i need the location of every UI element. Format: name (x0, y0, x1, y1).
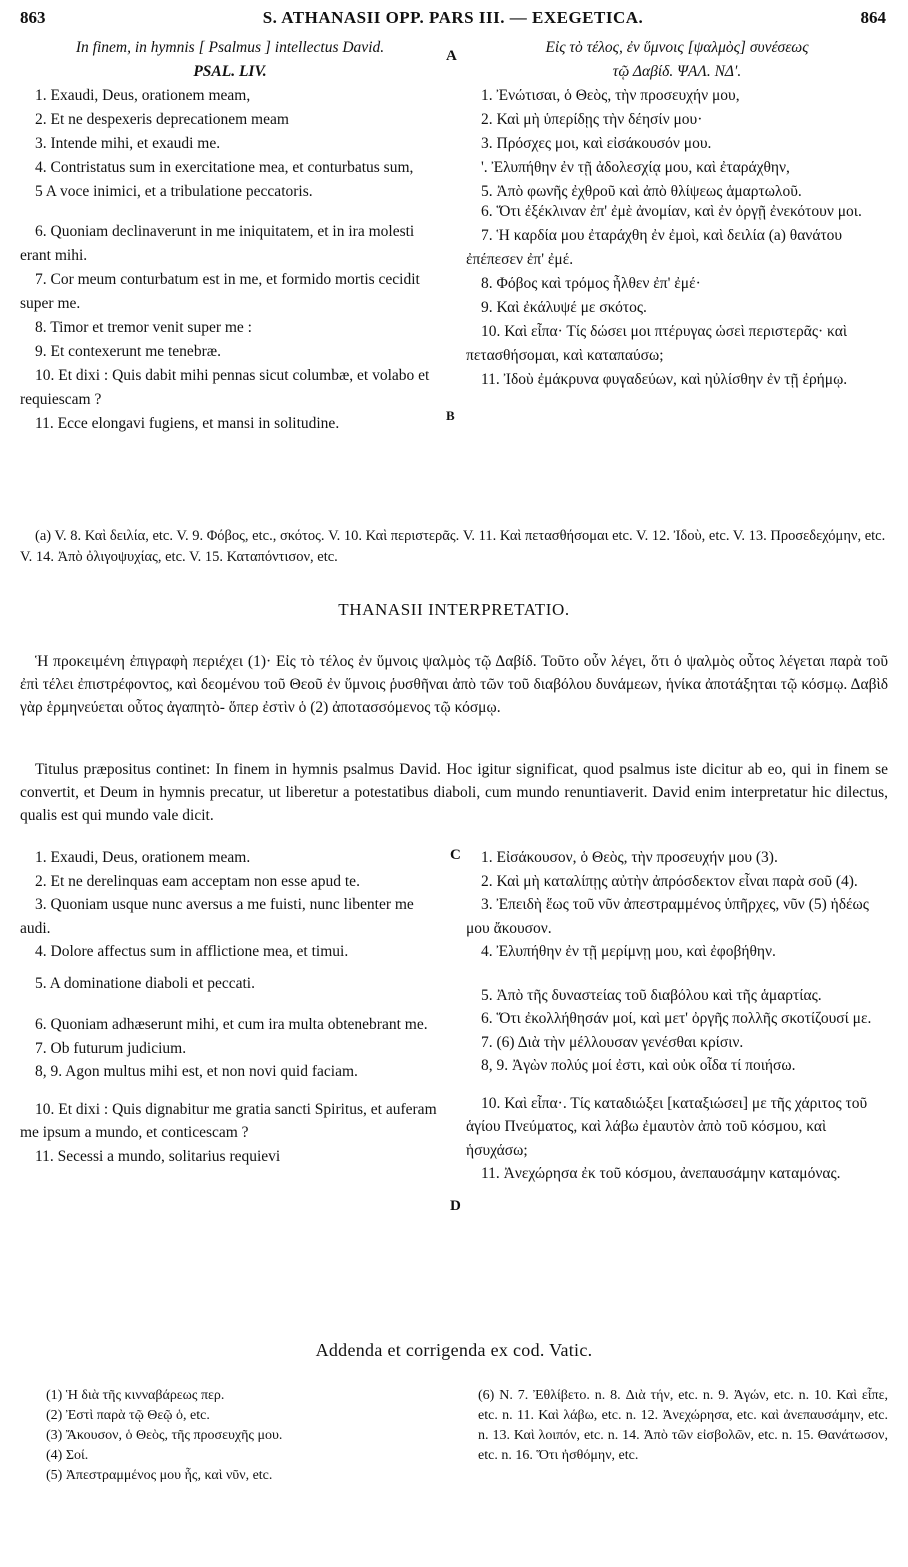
greek-verse: 5. Ἀπὸ φωνῆς ἐχθροῦ καὶ ἀπὸ θλίψεως ἁμαρτωλοῦ. (481, 183, 802, 200)
latin-verse: 9. Et contexerunt me tenebræ. (35, 343, 221, 360)
interp-greek-verse: 4. Ἐλυπήθην ἐν τῇ μερίμνῃ μου, καὶ ἐφοβήθην. (481, 943, 776, 960)
addenda-right-text: (6) N. 7. Ἐθλίβετο. n. 8. Διὰ τήν, etc. n. 9. Ἀγών, etc. n. 10. Καὶ εἶπε, etc. n. 11. Καὶ λάβω, etc. n. 12. Ἀνεχώρησα, etc. καὶ ἀνεπαυσάμην, etc. n. 13. Καὶ λοιπόν, etc. n. 14. Ἀπὸ τῶν εἰσβολῶν, etc. n. 15. Θανάτωσον, etc. n. 16. Ὅτι ἠσθόμην, etc. (478, 1388, 888, 1463)
interp-latin-verse: 5. A dominatione diaboli et peccati. (35, 974, 255, 992)
psalm-latin-heading: In finem, in hymnis [ Psalmus ] intellectus David. (75, 39, 385, 56)
margin-mark-a: A (446, 48, 457, 64)
greek-verse: 6. Ὅτι ἐξέκλιναν ἐπ' ἐμὲ ἀνομίαν, καὶ ἐν ὀργῇ ἐνεκότουν μοι. (481, 203, 862, 220)
psalm-latin-column (20, 36, 440, 436)
interp-latin-verse: 8, 9. Agon multus mihi est, et non novi quid faciam. (35, 1063, 358, 1080)
addenda-note: (5) Ἀπεστραμμένος μου ἧς, καὶ νῦν, etc. (46, 1468, 273, 1483)
latin-verse: 8. Timor et tremor venit super me : (35, 319, 252, 336)
interp-latin-verse: 6. Quoniam adhæserunt mihi, et cum ira multa obtenebrant me. (35, 1016, 428, 1033)
greek-verse: 10. Καὶ εἶπα· Τίς δώσει μοι πτέρυγας ὡσεὶ περιστερᾶς· καὶ πετασθήσομαι, καὶ καταπαύσω; (466, 323, 847, 364)
addenda-note: (2) Ἐστὶ παρὰ τῷ Θεῷ ὁ, etc. (46, 1408, 210, 1423)
psalm-greek-heading: Εἰς τὸ τέλος, ἐν ὕμνοις [ψαλμὸς] συνέσεως (545, 39, 809, 56)
interp-greek-verse: 7. (6) Διὰ τὴν μέλλουσαν γενέσθαι κρίσιν. (481, 1033, 744, 1051)
greek-commentary (20, 650, 888, 719)
variant-note-text: (a) V. 8. Καὶ δειλία, etc. V. 9. Φόβος, etc., σκότος. V. 10. Καὶ περιστερᾶς. V. 11. Καὶ πετασθήσομαι etc. V. 12. Ἰδοὺ, etc. V. 13. Προσεδεχόμην, etc. V. 14. Ἀπὸ ὀλιγοψυχίας, etc. V. 15. Καταπόντισον, etc. (20, 528, 886, 565)
running-header (20, 8, 886, 34)
latin-commentary-text: Titulus præpositus continet: In finem in hymnis psalmus David. Hoc igitur significat, quod psalmus iste dicitur ab eo, qui in finem se convertit, et Deum in hymnis precatur, ut liberetur a potestatibus diaboli, cum mundo renuntiaverit. David enim interpretatur hic dilectus, qualis est qui mundo vale dicit. (20, 761, 888, 824)
interp-latin-verse: 11. Secessi a mundo, solitarius requievi (35, 1147, 281, 1165)
addenda-note: (3) Ἄκουσον, ὁ Θεὸς, τῆς προσευχῆς μου. (46, 1428, 283, 1443)
latin-verse: 4. Contristatus sum in exercitatione mea, et conturbatus sum, (35, 159, 414, 176)
addenda-title: Addenda et corrigenda ex cod. Vatic. (315, 1340, 593, 1360)
margin-mark-b: B (446, 408, 455, 423)
psalm-greek-number: τῷ Δαβίδ. ΨΑΛ. ΝΔ'. (612, 63, 742, 80)
greek-commentary-text: Ἡ προκειμένη ἐπιγραφὴ περιέχει (1)· Εἰς τὸ τέλος ἐν ὕμνοις ψαλμὸς τῷ Δαβίδ. Τοῦτο οὖν λέγει, ὅτι ὁ ψαλμὸς οὗτος λέγεται παρὰ τοῦ ἐπὶ τέλει ἐπιστρέφοντος, καὶ δεομένου τοῦ Θεοῦ ἐν ὕμνοις ῥυσθῆναι ἀπὸ τῶν τοῦ διαβόλου δυνάμεων, ἡνίκα ἀποτάξηται τῷ κόσμῳ. Δαβὶδ γὰρ ἑρμηνεύεται οὗτος ἀγαπητὸ- ὅπερ ἐστὶν ὁ (2) ἀποτασσόμενος τῷ κόσμῳ. (20, 653, 888, 716)
greek-verse: 3. Πρόσχες μοι, καὶ εἰσάκουσόν μου. (481, 135, 712, 152)
interp-greek-verse: 3. Ἐπειδὴ ἕως τοῦ νῦν ἀπεστραμμένος ὑπῆρχες, νῦν (5) ἡδέως μου ἄκουσον. (466, 896, 869, 937)
interp-greek-verse: 1. Εἰσάκουσον, ὁ Θεὸς, τὴν προσευχήν μου (3). (481, 849, 778, 866)
interp-latin-verse: 10. Et dixi : Quis dignabitur me gratia sancti Spiritus, et auferam me ipsum a mundo, et conticescam ? (20, 1100, 437, 1141)
interp-greek-verse: 5. Ἀπὸ τῆς δυναστείας τοῦ διαβόλου καὶ τῆς ἁμαρτίας. (481, 986, 822, 1004)
interp-latin-column (20, 846, 440, 1168)
greek-verse: '. Ἐλυπήθην ἐν τῇ ἀδολεσχίᾳ μου, καὶ ἐταράχθην, (481, 159, 790, 176)
greek-verse: 9. Καὶ ἐκάλυψέ με σκότος. (481, 299, 647, 316)
interp-latin-verse: 7. Ob futurum judicium. (35, 1039, 187, 1057)
latin-verse: 6. Quoniam declinaverunt in me iniquitatem, et in ira molesti erant mihi. (20, 223, 415, 264)
latin-verse: 10. Et dixi : Quis dabit mihi pennas sicut columbæ, et volabo et requiescam ? (20, 367, 430, 408)
interp-latin-verse: 4. Dolore affectus sum in afflictione mea, et timui. (35, 943, 349, 960)
latin-verse: 1. Exaudi, Deus, orationem meam, (35, 87, 251, 104)
interp-greek-verse: 11. Ἀνεχώρησα ἐκ τοῦ κόσμου, ἀνεπαυσάμην καταμόνας. (481, 1165, 841, 1182)
page-number-left: 863 (20, 8, 46, 27)
greek-verse: 7. Ἡ καρδία μου ἐταράχθη ἐν ἐμοὶ, καὶ δειλία (a) θανάτου ἐπέπεσεν ἐπ' ἐμέ. (466, 227, 843, 268)
psalm-latin-number: PSAL. LIV. (193, 63, 267, 80)
latin-commentary (20, 758, 888, 827)
latin-verse: 11. Ecce elongavi fugiens, et mansi in solitudine. (35, 415, 340, 432)
interp-greek-verse: 6. Ὅτι ἐκολλήθησάν μοί, καὶ μετ' ὀργῆς πολλῆς σκοτίζουσί με. (481, 1010, 872, 1027)
latin-verse: 2. Et ne despexeris deprecationem meam (35, 111, 289, 128)
section-title: THANASII INTERPRETATIO. (338, 600, 570, 619)
addenda-left (46, 1386, 446, 1486)
interp-latin-verse: 1. Exaudi, Deus, orationem meam. (35, 849, 251, 866)
page-number-right: 864 (860, 8, 886, 27)
interp-greek-verse: 2. Καὶ μὴ καταλίπῃς αὐτὴν ἀπρόσδεκτον εἶναι παρὰ σοῦ (4). (481, 872, 858, 890)
greek-verse: 8. Φόβος καὶ τρόμος ἦλθεν ἐπ' ἐμέ· (481, 275, 701, 292)
interp-greek-verse: 8, 9. Ἀγὼν πολύς μοί ἐστι, καὶ οὐκ οἶδα τί ποιήσω. (481, 1057, 796, 1074)
running-title: S. ATHANASII OPP. PARS III. — EXEGETICA. (262, 8, 644, 27)
greek-verse: 1. Ἐνώτισαι, ὁ Θεὸς, τὴν προσευχήν μου, (481, 87, 740, 104)
addenda-note: (4) Σοί. (46, 1448, 89, 1463)
addenda-right (478, 1386, 888, 1466)
psalm-greek-column (466, 36, 888, 392)
interp-latin-verse: 2. Et ne derelinquas eam acceptam non esse apud te. (35, 872, 360, 890)
addenda-note: (1) Ἡ διὰ τῆς κινναβάρεως περ. (46, 1388, 225, 1403)
latin-verse: 5 A voce inimici, et a tribulatione peccatoris. (35, 183, 313, 200)
latin-verse: 7. Cor meum conturbatum est in me, et formido mortis cecidit super me. (20, 271, 420, 312)
greek-verse: 11. Ἰδοὺ ἐμάκρυνα φυγαδεύων, καὶ ηὐλίσθην ἐν τῇ ἐρήμῳ. (481, 371, 848, 388)
interp-greek-column (466, 846, 888, 1186)
interp-latin-verse: 3. Quoniam usque nunc aversus a me fuisti, nunc libenter me audi. (20, 896, 414, 937)
variant-footnote (20, 526, 888, 568)
interp-greek-verse: 10. Καὶ εἶπα·. Τίς καταδιώξει [καταξιώσει] με τῆς χάριτος τοῦ ἁγίου Πνεύματος, καὶ λάβω ἐμαυτὸν ἀπὸ τοῦ κόσμου, καὶ ἡσυχάσω; (466, 1094, 868, 1159)
latin-verse: 3. Intende mihi, et exaudi me. (35, 135, 221, 152)
margin-mark-c: C (450, 847, 461, 863)
margin-mark-d: D (450, 1198, 461, 1214)
greek-verse: 2. Καὶ μὴ ὑπερίδῃς τὴν δέησίν μου· (481, 111, 703, 128)
